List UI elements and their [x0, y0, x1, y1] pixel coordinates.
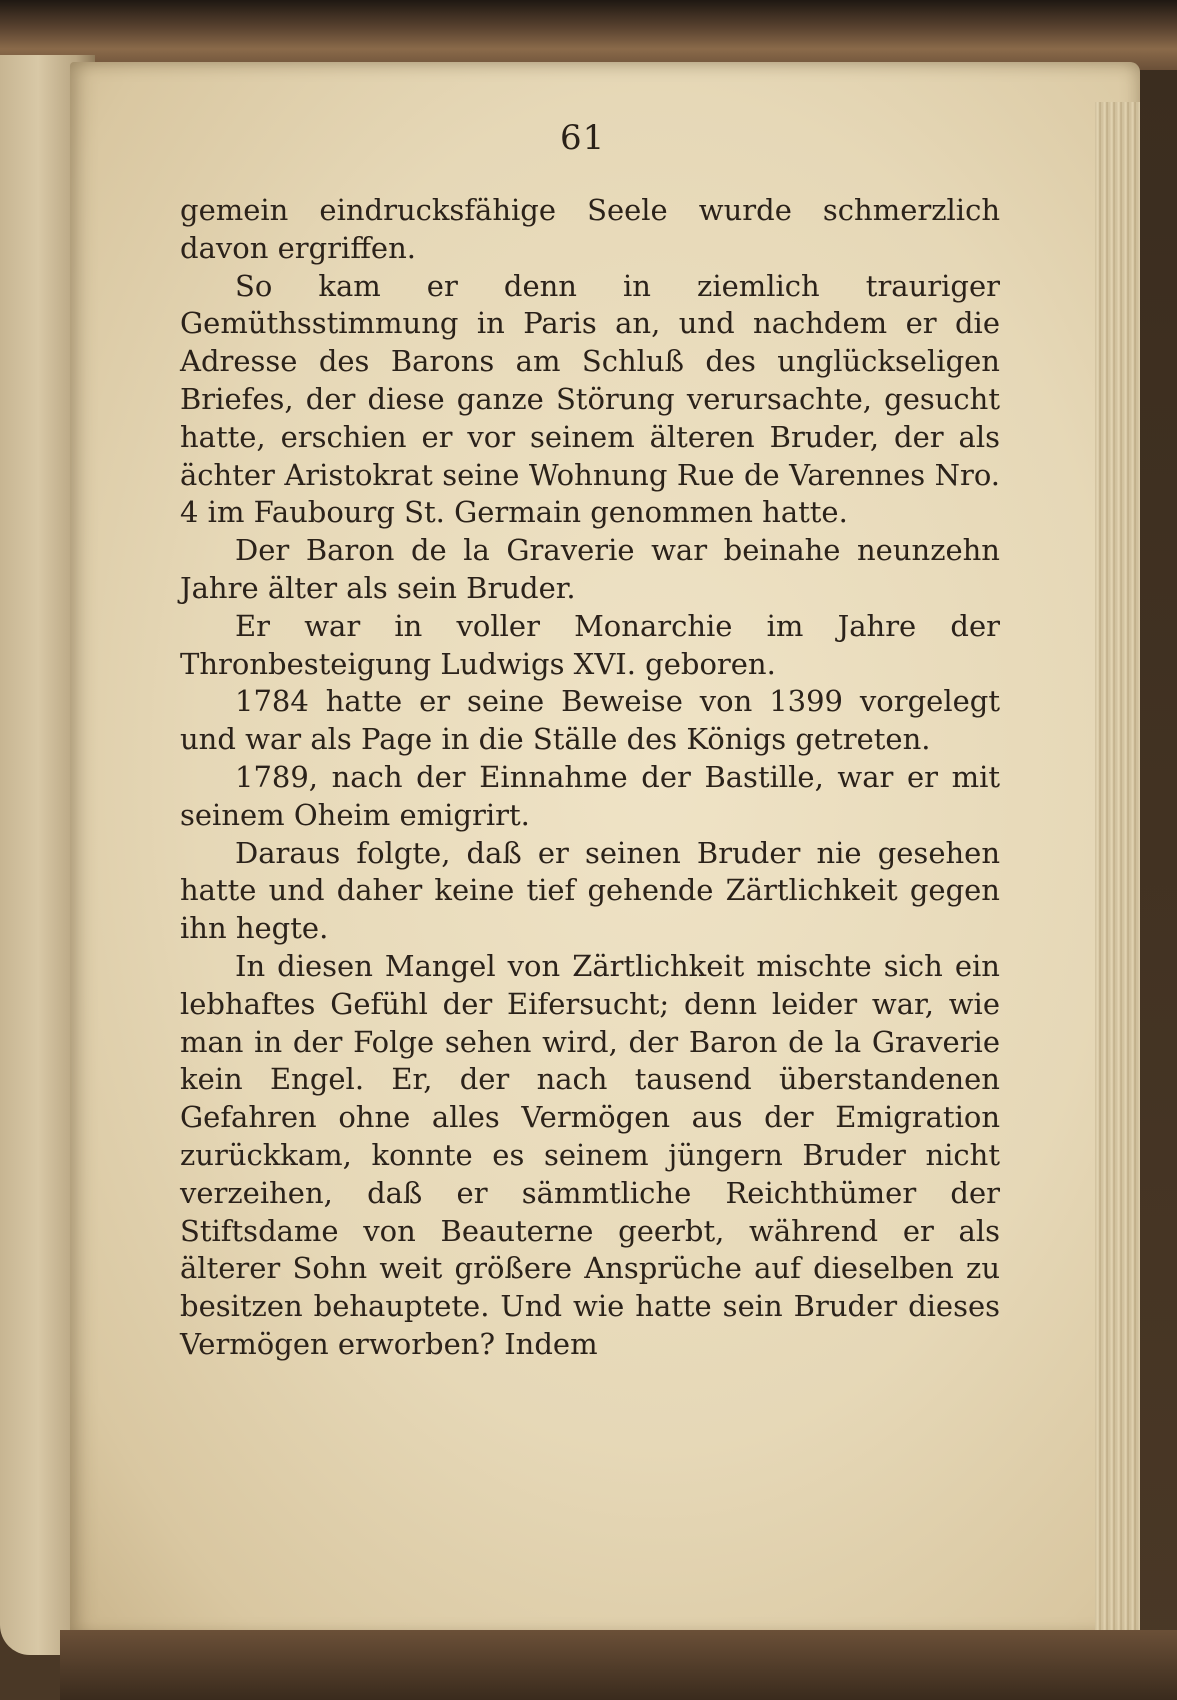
paragraph: So kam er denn in ziemlich trauriger Gemüthsstimmung in Paris an, und nachdem er die Adresse des Barons am Schluß des unglückseligen Briefes, der diese ganze Störung verursachte, gesucht hatte, erschien er vor seinem älteren Bruder, der als ächter Aristokrat seine Wohnung Rue de Varennes Nro. 4 im Faubourg St. Germain genommen hatte.: [180, 268, 1000, 530]
page-number: 61: [560, 118, 606, 158]
page-stack-edges: [1095, 102, 1140, 1700]
paragraph: gemein eindrucksfähige Seele wurde schmerzlich davon ergriffen.: [180, 193, 1000, 265]
paragraph: Daraus folgte, daß er seinen Bruder nie gesehen hatte und daher keine tief gehende Zärtlichkeit gegen ihn hegte.: [180, 835, 1000, 946]
book-bottom-edge: [60, 1630, 1177, 1700]
paragraph: In diesen Mangel von Zärtlichkeit mischte sich ein lebhaftes Gefühl der Eifersucht; denn leider war, wie man in der Folge sehen wird, der Baron de la Graverie kein Engel. Er, der nach tausend überstandenen Gefahren ohne alles Vermögen aus der Emigration zurückkam, konnte es seinem jüngern Bruder nicht verzeihen, daß er sämmtliche Reichthümer der Stiftsdame von Beauterne geerbt, während er als älterer Sohn weit größere Ansprüche auf dieselben zu besitzen behauptete. Und wie hatte sein Bruder dieses Vermögen erworben? Indem: [180, 948, 1000, 1361]
book-top-edge: [0, 0, 1177, 70]
paragraph: 1784 hatte er seine Beweise von 1399 vorgelegt und war als Page in die Ställe des Königs getreten.: [180, 684, 1000, 757]
page-text: [180, 192, 1000, 1364]
paragraph: Der Baron de la Graverie war beinahe neunzehn Jahre älter als sein Bruder.: [180, 533, 1000, 605]
paragraph: Er war in voller Monarchie im Jahre der Thronbesteigung Ludwigs XVI. geboren.: [180, 608, 1000, 681]
paragraph: 1789, nach der Einnahme der Bastille, war er mit seinem Oheim emigrirt.: [180, 759, 1000, 832]
